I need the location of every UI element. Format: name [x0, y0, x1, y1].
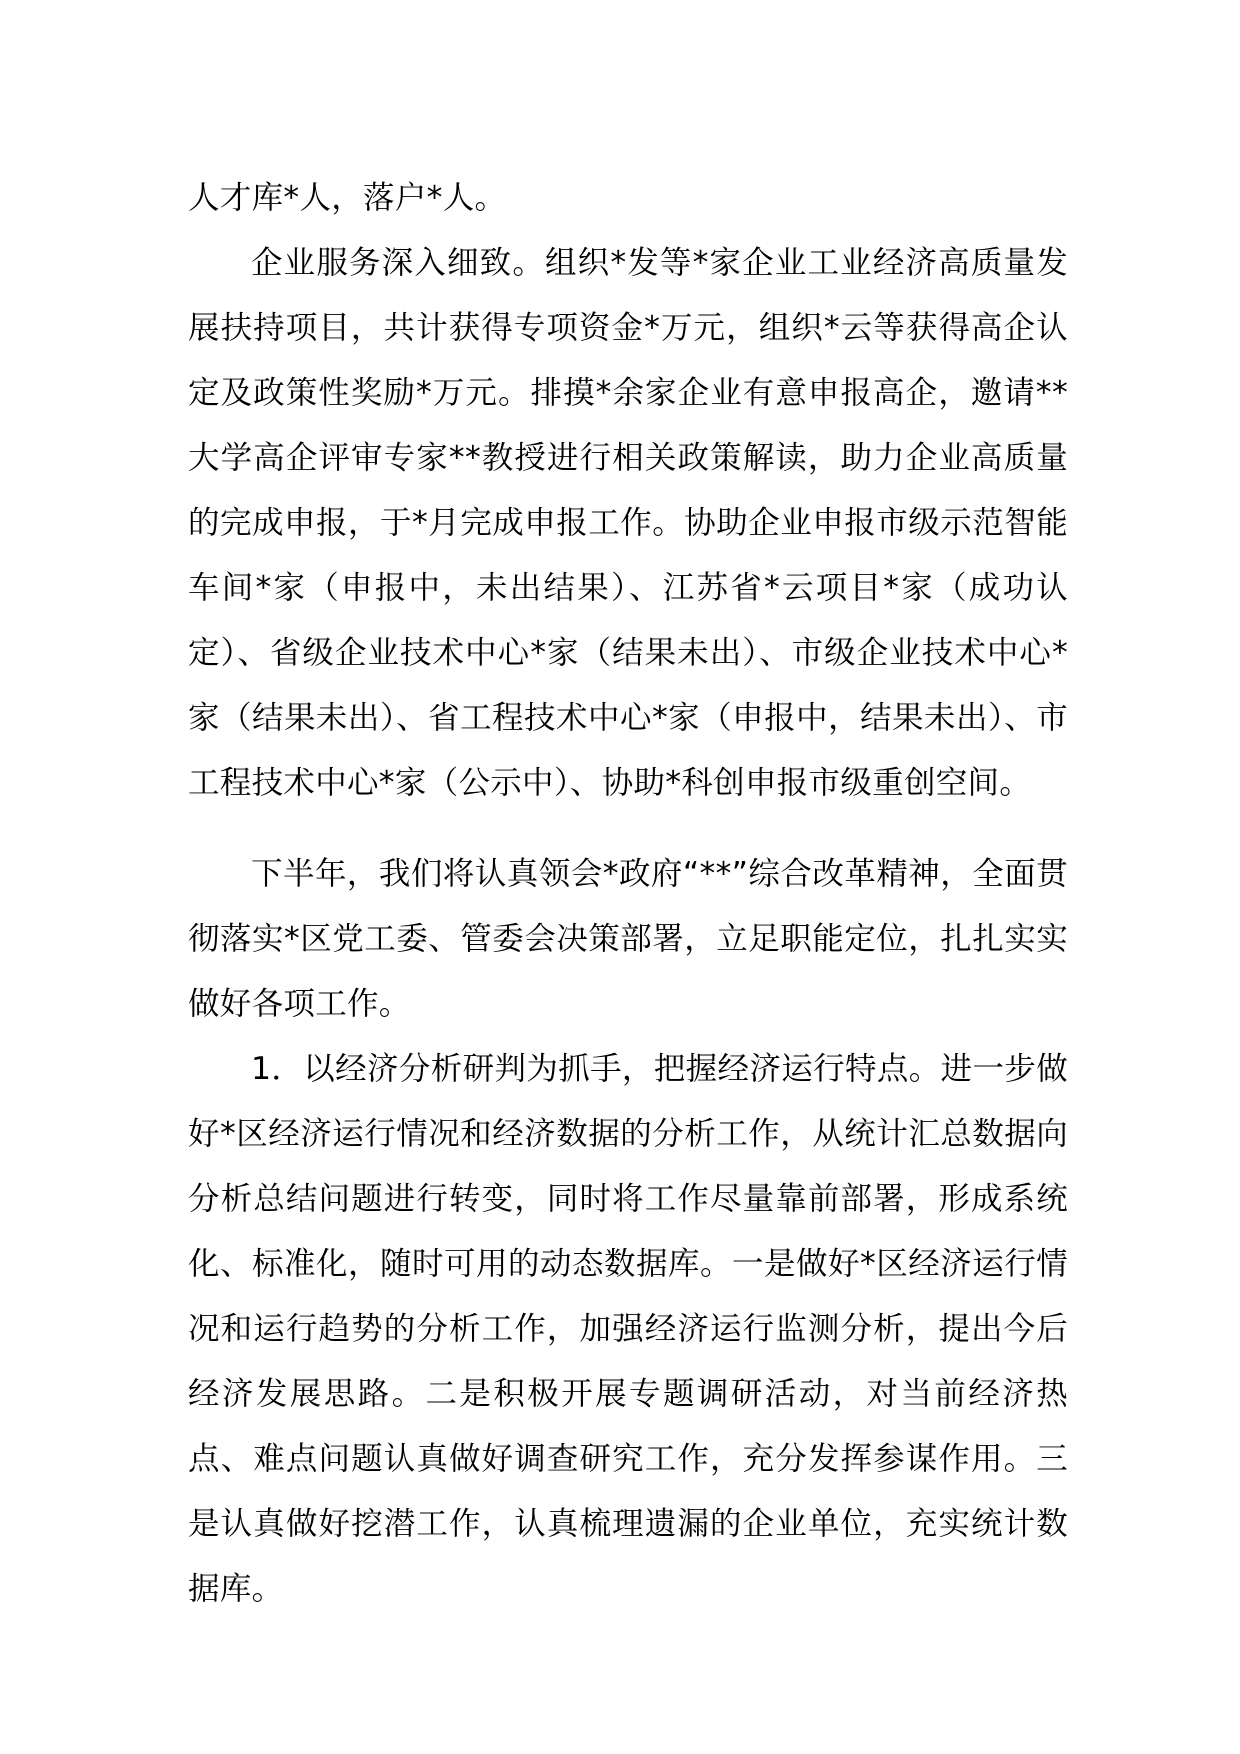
paragraph-enterprise-service: 企业服务深入细致。组织*发等*家企业工业经济高质量发展扶持项目，共计获得专项资金*万元，组织*云等获得高企认定及政策性奖励*万元。排摸*余家企业有意申报高企，邀请**大学高企评审专家**教授进行相关政策解读，助力企业高质量的完成申报，于*月完成申报工作。协助企业申报市级示范智能车间*家（申报中，未出结果）、江苏省*云项目*家（成功认定）、省级企业技术中心*家（结果未出）、市级企业技术中心*家（结果未出）、省工程技术中心*家（申报中，结果未出）、市工程技术中心*家（公示中）、协助*科创申报市级重创空间。 [188, 245, 1068, 801]
paragraph-economic-analysis: 1．以经济分析研判为抓手，把握经济运行特点。进一步做好*区经济运行情况和经济数据的分析工作，从统计汇总数据向分析总结问题进行转变，同时将工作尽量靠前部署，形成系统化、标准化，随时可用的动态数据库。一是做好*区经济运行情况和运行趋势的分析工作，加强经济运行监测分析，提出今后经济发展思路。二是积极开展专题调研活动，对当前经济热点、难点问题认真做好调查研究工作，充分发挥参谋作用。三是认真做好挖潜工作，认真梳理遗漏的企业单位，充实统计数据库。 [188, 1051, 1068, 1607]
paragraph-second-half-plan: 下半年，我们将认真领会*政府“**”综合改革精神，全面贯彻落实*区党工委、管委会决策部署，立足职能定位，扎扎实实做好各项工作。 [188, 856, 1068, 1022]
paragraph-talent: 人才库*人，落户*人。 [188, 180, 507, 216]
